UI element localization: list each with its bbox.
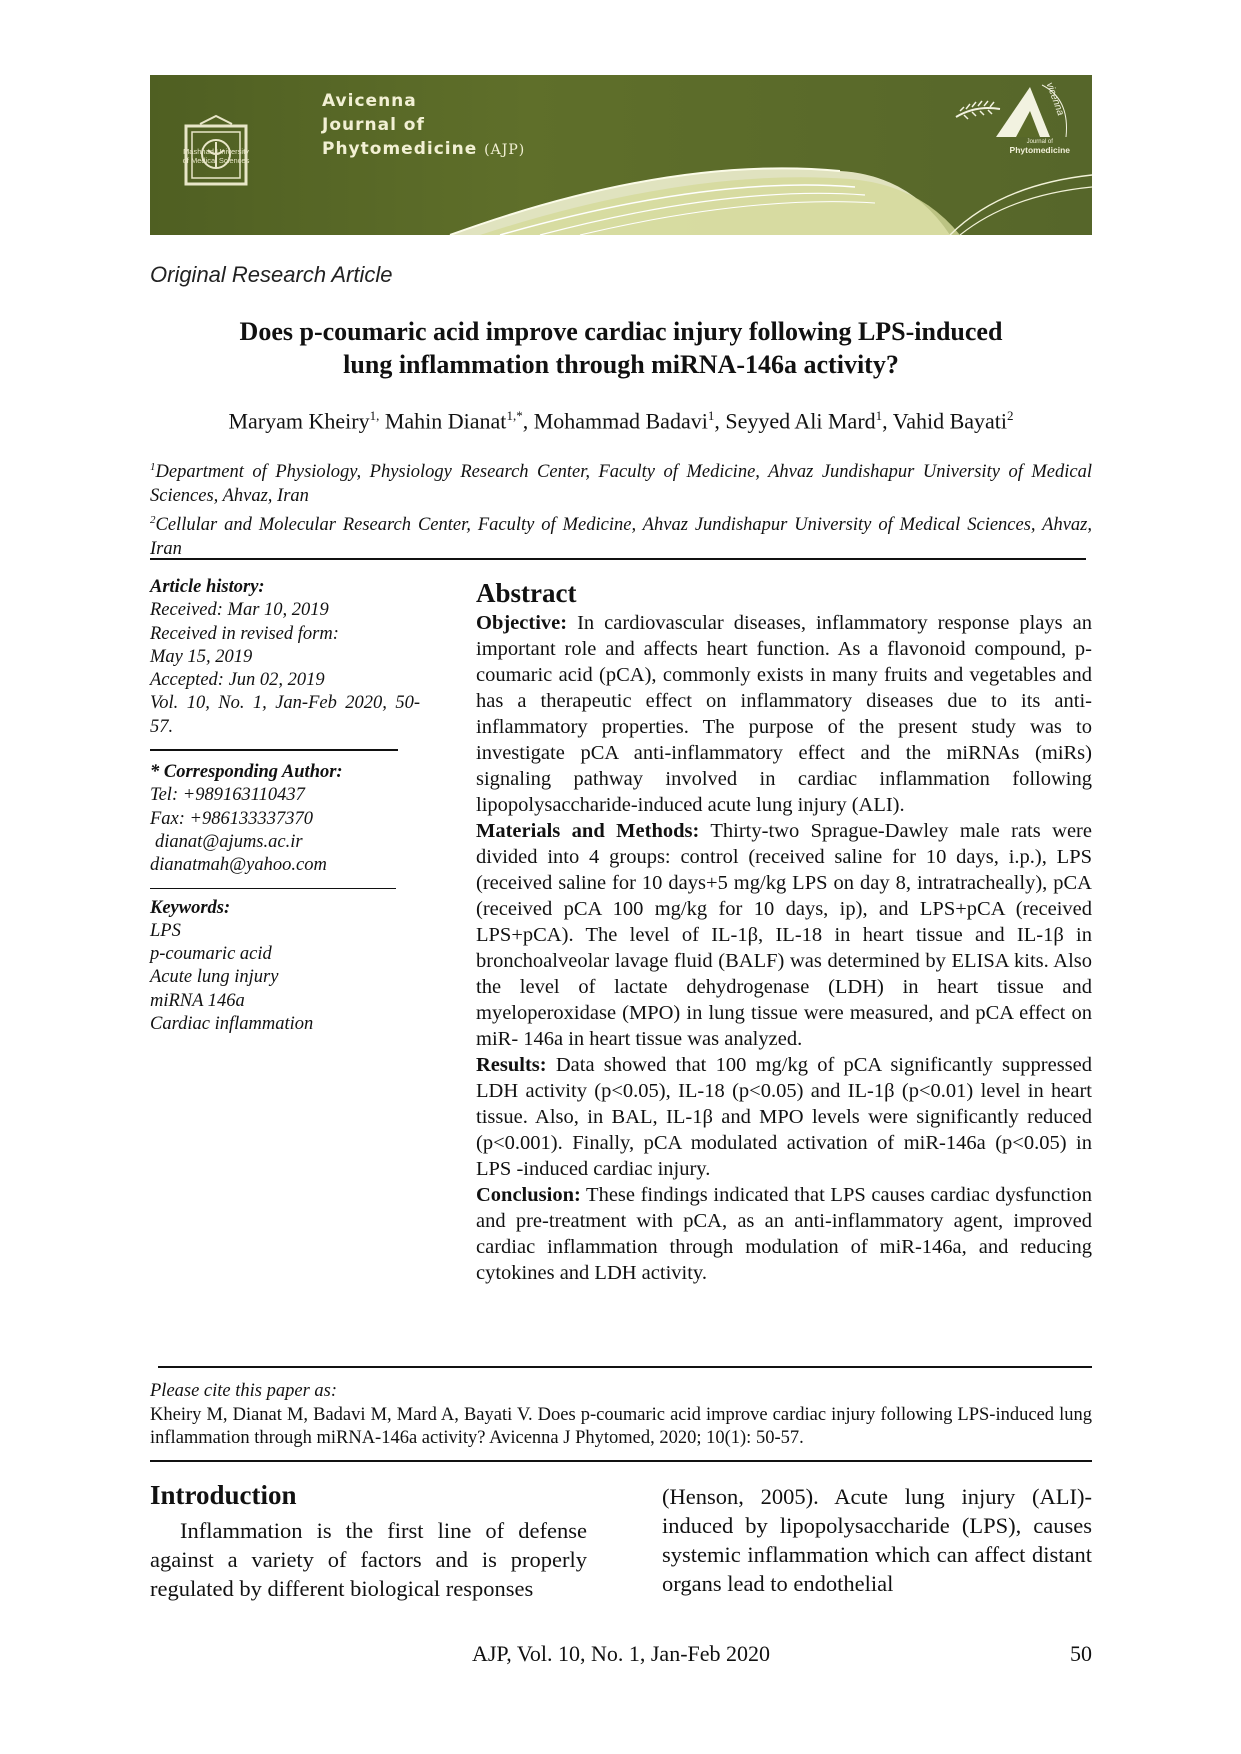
results-label: Results: bbox=[476, 1054, 547, 1076]
article-type: Original Research Article bbox=[150, 262, 393, 287]
header-divider bbox=[150, 558, 1086, 560]
university-name-line2: of Medical Sciences bbox=[182, 156, 250, 165]
history-revised-label: Received in revised form: bbox=[150, 623, 339, 644]
history-heading: Article history: bbox=[150, 577, 265, 597]
results-text: Data showed that 100 mg/kg of pCA significantly suppressed LDH activity (p<0.05), IL-18 (p<0.05) and IL-1β (p<0.01) level in heart tissue. Also, in BAL, IL-1β and MPO levels were significantly reduced (p<0.001). Finally, pCA modulated activation of miR-146a (p<0.05) in LPS -induced cardiac injury. bbox=[476, 1054, 1092, 1180]
author-name: Vahid Bayati bbox=[892, 408, 1008, 434]
history-accepted: Accepted: Jun 02, 2019 bbox=[150, 670, 325, 691]
objective-label: Objective: bbox=[476, 612, 568, 634]
affiliation bbox=[150, 456, 1092, 508]
university-name-line1: Mashhad University bbox=[183, 147, 249, 156]
cite-divider-bottom bbox=[150, 1460, 1092, 1462]
journal-name bbox=[322, 89, 525, 162]
corresponding-email[interactable]: dianat@ajums.ac.ir bbox=[155, 831, 303, 852]
university-name bbox=[158, 147, 274, 165]
corresponding-email[interactable]: dianatmah@yahoo.com bbox=[150, 855, 327, 876]
sidebar-divider bbox=[150, 888, 396, 889]
citation-text: Kheiry M, Dianat M, Badavi M, Mard A, Bayati V. Does p-coumaric acid improve cardiac injury following LPS-induced lung inflammation through miRNA-146a activity? Avicenna J Phytomed, 2020; 10(1): 50-57. bbox=[150, 1404, 1092, 1448]
article-title-line2: lung inflammation through miRNA-146a activity? bbox=[343, 350, 899, 379]
history-revised-date: May 15, 2019 bbox=[150, 646, 253, 667]
abstract-results bbox=[476, 1052, 1092, 1182]
abstract-heading: Abstract bbox=[476, 578, 577, 608]
author-list: Maryam Kheiry$^{1,}$ Mahin Dianat$^{1,*}$, Mohammad Badavi$^1$, Seyyed Ali Mard$^1$, Vahid Bayati$^2$ bbox=[228, 408, 1014, 434]
journal-name-line3: Phytomedicine bbox=[322, 139, 478, 159]
affiliation-text: Cellular and Molecular Research Center, Faculty of Medicine, Ahvaz Jundishapur University of Medical Sciences, Ahvaz, Iran bbox=[150, 515, 1092, 559]
citation-label: Please cite this paper as: bbox=[150, 1381, 338, 1401]
corresponding-tel: Tel: +989163110437 bbox=[150, 785, 305, 806]
history-volume: Vol. 10, No. 1, Jan-Feb 2020, 50-57. bbox=[150, 693, 420, 737]
sidebar-divider bbox=[150, 749, 398, 751]
affiliations bbox=[150, 456, 1092, 562]
author-affil-sup: 1 bbox=[707, 408, 715, 423]
author-affil-sup: 1,* bbox=[506, 408, 523, 423]
cite-divider-top bbox=[158, 1366, 1092, 1368]
right-logo-small: Journal of bbox=[1026, 139, 1053, 145]
methods-text: Thirty-two Sprague-Dawley male rats were divided into 4 groups: control (received saline for 10 days, i.p.), LPS (received saline for 10 days+5 mg/kg LPS on day 8, intratracheally), pCA (received pCA 100 mg/kg for 10 days, ip), and LPS+pCA (received LPS+pCA). The level of IL-1β, IL-18 in heart tissue and IL-1β in bronchoalveolar lavage fluid (BALF) was determined by ELISA kits. Also the level of lactate dehydrogenase (LDH) in heart tissue and myeloperoxidase (MPO) in lung tissue were measured, and pCA effect on miR- 146a in heart tissue was analyzed. bbox=[476, 820, 1092, 1050]
article-title-line1: Does p-coumaric acid improve cardiac injury following LPS-induced bbox=[239, 317, 1003, 346]
abstract-methods bbox=[476, 818, 1092, 1052]
page-number: 50 bbox=[1070, 1641, 1092, 1666]
author-affil-sup: 1 bbox=[875, 408, 883, 423]
methods-label: Materials and Methods: bbox=[476, 820, 700, 842]
right-logo-title: Phytomedicine bbox=[1009, 145, 1070, 155]
corresponding-fax: Fax: +986133337370 bbox=[150, 808, 314, 829]
history-received: Received: Mar 10, 2019 bbox=[150, 600, 329, 621]
introduction-right-column: (Henson, 2005). Acute lung injury (ALI)-induced by lipopolysaccharide (LPS), causes systemic inflammation which can affect distant organs lead to endothelial bbox=[662, 1484, 1092, 1596]
abstract bbox=[476, 576, 1092, 1286]
author-name: Mohammad Badavi bbox=[533, 408, 708, 434]
abstract-objective bbox=[476, 610, 1092, 818]
affiliation-text: Department of Physiology, Physiology Research Center, Faculty of Medicine, Ahvaz Jundishapur University of Medical Sciences, Ahvaz, Iran bbox=[150, 462, 1092, 506]
conclusion-text: These findings indicated that LPS causes cardiac dysfunction and pre-treatment with pCA, as an anti-inflammatory agent, improved cardiac inflammation through modulation of miR-146a, and reducing cytokines and LDH activity. bbox=[476, 1184, 1092, 1284]
objective-text: In cardiovascular diseases, inflammatory response plays an important role and affects heart function. As a flavonoid compound, p-coumaric acid (pCA), commonly exists in many fruits and vegetables and has a therapeutic effect on inflammatory diseases due to its anti-inflammatory properties. The purpose of the present study was to investigate pCA anti-inflammatory effect and the miRNAs (miRs) signaling pathway involved in cardiac inflammation following lipopolysaccharide-induced acute lung injury (ALI). bbox=[476, 612, 1092, 816]
journal-name-line1: Avicenna bbox=[322, 91, 417, 111]
keyword-item: p-coumaric acid bbox=[150, 944, 272, 965]
right-logo-text bbox=[1010, 139, 1070, 155]
conclusion-label: Conclusion: bbox=[476, 1184, 581, 1206]
keywords-heading: Keywords: bbox=[150, 897, 231, 918]
author-name: Mahin Dianat bbox=[384, 408, 507, 434]
introduction-heading: Introduction bbox=[150, 1480, 297, 1510]
keyword-item: Cardiac inflammation bbox=[150, 1014, 314, 1035]
journal-banner bbox=[150, 75, 1092, 235]
avicenna-arc-text: vicenna bbox=[1043, 81, 1066, 118]
author-affil-sup: 1 bbox=[369, 408, 377, 423]
affiliation-sup: 2 bbox=[150, 514, 156, 527]
corresponding-heading: * Corresponding Author: bbox=[150, 762, 343, 783]
keyword-item: LPS bbox=[150, 920, 181, 941]
affiliation-sup: 1 bbox=[150, 461, 156, 473]
abstract-conclusion bbox=[476, 1182, 1092, 1286]
author-affil-sup: 2 bbox=[1007, 408, 1014, 423]
keyword-item: Acute lung injury bbox=[150, 967, 279, 988]
author-name: Maryam Kheiry bbox=[228, 408, 370, 434]
keyword-item: miRNA 146a bbox=[150, 990, 245, 1011]
journal-abbreviation: (AJP) bbox=[484, 142, 526, 158]
article-info-sidebar bbox=[150, 576, 420, 1036]
author-name: Seyyed Ali Mard bbox=[725, 408, 876, 434]
article-title bbox=[150, 315, 1092, 381]
journal-name-line2: Journal of bbox=[322, 115, 425, 135]
citation-box bbox=[150, 1380, 1092, 1451]
affiliation bbox=[150, 509, 1092, 561]
introduction-left-column: Inflammation is the first line of defense against a variety of factors and is properly regulated by different biological responses bbox=[150, 1518, 587, 1601]
footer-journal-info: AJP, Vol. 10, No. 1, Jan-Feb 2020 bbox=[471, 1641, 771, 1666]
